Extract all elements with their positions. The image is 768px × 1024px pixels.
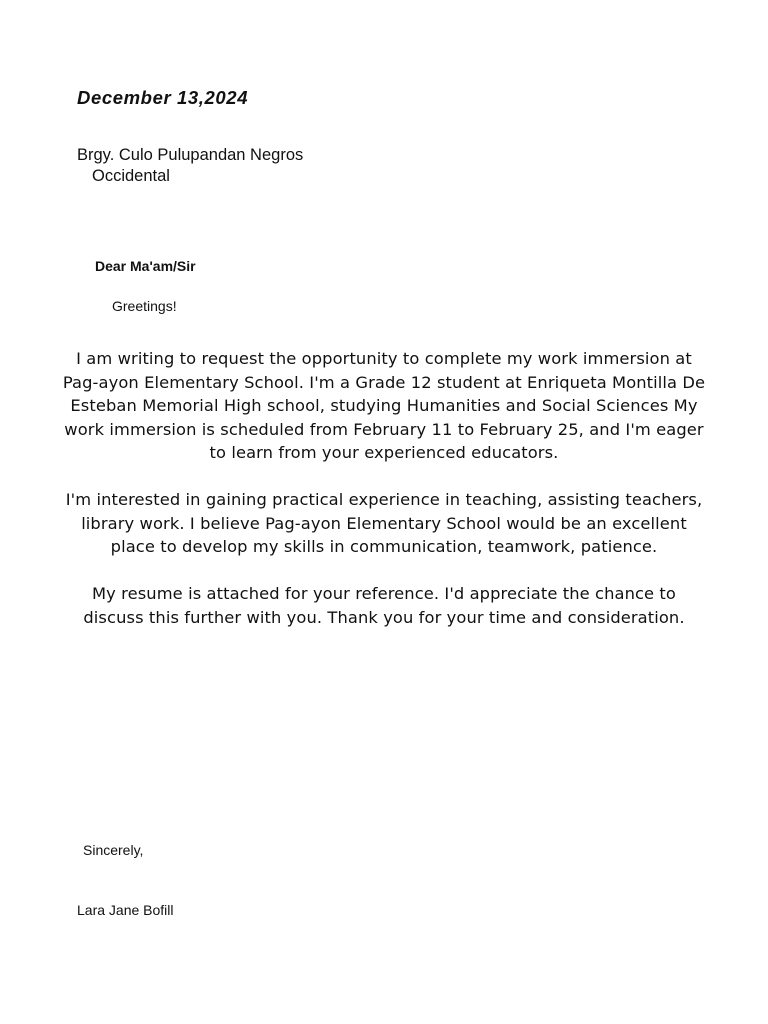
body-paragraph-1: [40, 347, 728, 465]
signature-name: Lara Jane Bofill: [77, 902, 174, 918]
body-line: place to develop my skills in communication, teamwork, patience.: [110, 537, 658, 556]
body-line: library work. I believe Pag-ayon Elementary School would be an excellent: [81, 513, 687, 533]
greeting: Greetings!: [112, 298, 177, 314]
closing: Sincerely,: [83, 842, 144, 858]
body-line: work immersion is scheduled from February 11 to February 25, and I'm eager: [64, 419, 704, 439]
salutation: Dear Ma'am/Sir: [95, 258, 196, 274]
body-line: Esteban Memorial High school, studying Humanities and Social Sciences My: [70, 396, 698, 415]
letter-body: [40, 347, 728, 629]
body-line: My resume is attached for your reference. I'd appreciate the chance to: [92, 584, 676, 603]
body-line: I am writing to request the opportunity to complete my work immersion at: [76, 349, 692, 368]
letter-date: December 13,2024: [77, 87, 249, 108]
body-paragraph-3: [40, 582, 728, 629]
body-line: to learn from your experienced educators.: [209, 443, 559, 462]
body-line: I'm interested in gaining practical experience in teaching, assisting teachers,: [65, 490, 703, 509]
body-line: Pag-ayon Elementary School. I'm a Grade 12 student at Enriqueta Montilla De: [62, 372, 706, 392]
address-line-2: Occidental: [92, 167, 170, 185]
address-line-1: Brgy. Culo Pulupandan Negros: [77, 146, 304, 164]
body-paragraph-2: [40, 488, 728, 559]
body-line: discuss this further with you. Thank you for your time and consideration.: [83, 607, 685, 627]
